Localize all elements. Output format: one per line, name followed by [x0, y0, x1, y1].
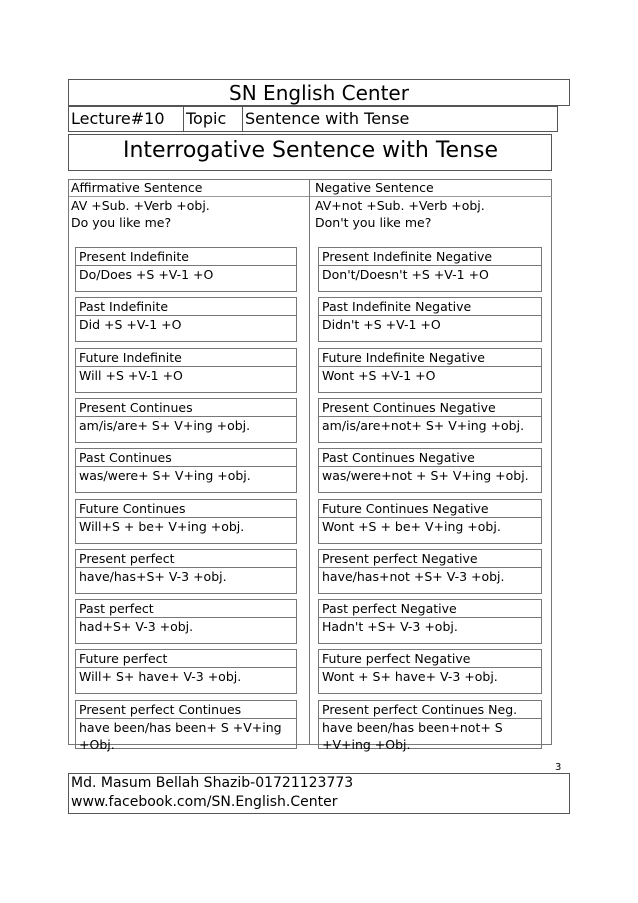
- right-tense-formula: Didn't +S +V-1 +O: [322, 317, 441, 333]
- right-tense-formula: was/were+not + S+ V+ing +obj.: [322, 468, 529, 484]
- right-tense-box: [318, 599, 542, 644]
- right-tense-formula: have/has+not +S+ V-3 +obj.: [322, 568, 505, 584]
- right-tense-box: [318, 297, 542, 342]
- right-tense-label: Future Indefinite Negative: [319, 349, 541, 367]
- right-tense-formula: Don't/Doesn't +S +V-1 +O: [322, 267, 489, 282]
- right-tense-box: [318, 448, 542, 493]
- left-tense-box: [75, 499, 297, 544]
- left-tense-formula: have/has+S+ V-3 +obj.: [79, 568, 227, 584]
- right-tense-label: Present Continues Negative: [319, 399, 541, 417]
- page-number: 3: [555, 762, 562, 773]
- right-column-formula: AV+not +Sub. +Verb +obj.: [315, 198, 485, 213]
- right-column-title: Negative Sentence: [310, 180, 552, 197]
- right-tense-formula: am/is/are+not+ S+ V+ing +obj.: [322, 417, 525, 433]
- right-tense-box: [318, 700, 542, 752]
- right-column-example: Don't you like me?: [315, 215, 432, 230]
- left-tense-label: Past Indefinite: [76, 298, 296, 316]
- right-tense-label: Future perfect Negative: [319, 650, 541, 668]
- right-tense-label: Past perfect Negative: [319, 600, 541, 618]
- left-tense-formula: had+S+ V-3 +obj.: [79, 619, 194, 635]
- left-tense-formula: Do/Does +S +V-1 +O: [79, 267, 214, 282]
- right-tense-box: [318, 649, 542, 694]
- left-tense-label: Present perfect: [76, 550, 296, 568]
- left-tense-label: Future Indefinite: [76, 349, 296, 367]
- lecture-row: [68, 106, 558, 132]
- right-tense-formula: Wont +S +V-1 +O: [322, 367, 436, 383]
- right-tense-label: Present Indefinite Negative: [319, 248, 541, 266]
- left-tense-formula: Will+ S+ have+ V-3 +obj.: [79, 669, 242, 685]
- left-tense-label: Present Indefinite: [76, 248, 296, 266]
- left-column-formula: AV +Sub. +Verb +obj.: [71, 198, 210, 213]
- page-title: SN English Center: [229, 81, 409, 105]
- right-tense-label: Past Indefinite Negative: [319, 298, 541, 316]
- left-tense-formula: was/were+ S+ V+ing +obj.: [79, 468, 251, 484]
- left-tense-box: [75, 297, 297, 342]
- left-tense-box: [75, 599, 297, 644]
- left-column-example: Do you like me?: [71, 215, 172, 230]
- left-column-header: [69, 180, 309, 246]
- column-divider: [309, 180, 310, 744]
- right-tense-box: [318, 247, 542, 292]
- right-tense-label: Present perfect Negative: [319, 550, 541, 568]
- left-tense-label: Future perfect: [76, 650, 296, 668]
- lecture-number: Lecture#10: [69, 107, 184, 131]
- left-column-title: Affirmative Sentence: [69, 180, 309, 197]
- topic-value: Sentence with Tense: [245, 109, 410, 128]
- left-tense-label: Future Continues: [76, 500, 296, 518]
- right-tense-box: [318, 348, 542, 393]
- right-column-header: [310, 180, 552, 246]
- left-tense-box: [75, 549, 297, 594]
- left-tense-label: Past Continues: [76, 449, 296, 467]
- right-tense-label: Past Continues Negative: [319, 449, 541, 467]
- left-tense-box: [75, 649, 297, 694]
- tense-table: [68, 179, 552, 752]
- right-tense-label: Future Continues Negative: [319, 500, 541, 518]
- right-tense-box: [318, 549, 542, 594]
- right-tense-formula: have been/has been+not+ S +V+ing +Obj.: [322, 719, 503, 752]
- topic-label: Topic: [184, 107, 243, 131]
- right-tense-label: Present perfect Continues Neg.: [319, 701, 541, 719]
- heading-box: [68, 134, 552, 171]
- footer-link: www.facebook.com/SN.English.Center: [71, 794, 338, 810]
- left-tense-box: [75, 348, 297, 393]
- right-tense-formula: Hadn't +S+ V-3 +obj.: [322, 619, 458, 635]
- left-tense-label: Past perfect: [76, 600, 296, 618]
- right-tense-formula: Wont +S + be+ V+ing +obj.: [322, 518, 501, 534]
- left-tense-formula: Did +S +V-1 +O: [79, 317, 182, 333]
- left-tense-label: Present Continues: [76, 399, 296, 417]
- left-tense-formula: Will+S + be+ V+ing +obj.: [79, 518, 245, 534]
- left-tense-label: Present perfect Continues: [76, 701, 296, 719]
- left-tense-box: [75, 247, 297, 292]
- footer-box: [68, 773, 570, 814]
- right-tense-box: [318, 499, 542, 544]
- left-tense-formula: am/is/are+ S+ V+ing +obj.: [79, 417, 251, 433]
- left-tense-box: [75, 448, 297, 493]
- left-tense-formula: Will +S +V-1 +O: [79, 367, 183, 383]
- right-tense-formula: Wont + S+ have+ V-3 +obj.: [322, 669, 498, 685]
- footer-author: Md. Masum Bellah Shazib-01721123773: [71, 775, 354, 791]
- section-heading: Interrogative Sentence with Tense: [123, 138, 499, 163]
- left-tense-box: [75, 700, 297, 752]
- right-tense-box: [318, 398, 542, 443]
- title-box: [68, 79, 570, 106]
- left-tense-formula: have been/has been+ S +V+ing +Obj.: [79, 719, 282, 752]
- left-tense-box: [75, 398, 297, 443]
